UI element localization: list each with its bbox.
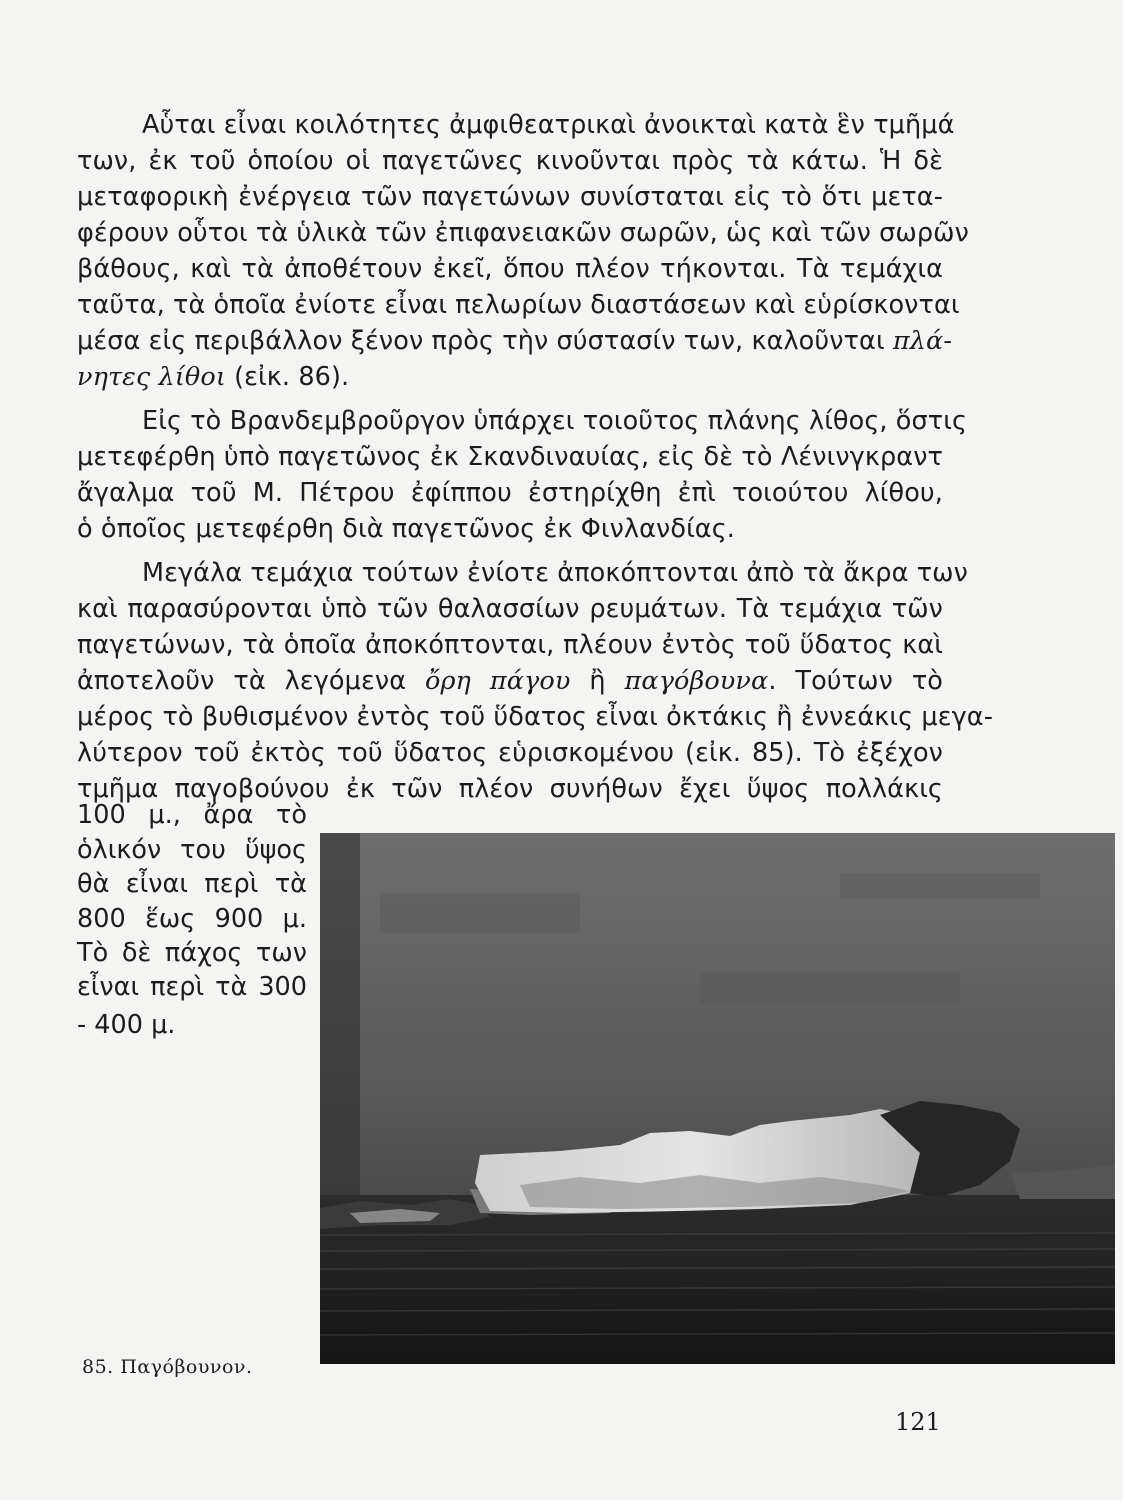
paragraph-3-line-6: λύτερον τοῦ ἐκτὸς τοῦ ὕδατος εὑρισκομένου (εἰκ. 85). Τὸ ἐξέχον xyxy=(77,738,943,768)
paragraph-2-line-3: ἄγαλμα τοῦ Μ. Πέτρου ἐφίππου ἐστηρίχθη ἐπὶ τοιούτου λίθου, xyxy=(77,478,943,508)
iceberg-photo-image xyxy=(320,833,1115,1364)
side-text-line-7: - 400 μ. xyxy=(77,1010,176,1040)
side-text-line-5: Τὸ δὲ πάχος των xyxy=(77,938,307,968)
paragraph-3-line-2: καὶ παρασύρονται ὑπὸ τῶν θαλασσίων ρευμάτων. Τὰ τεμάχια τῶν xyxy=(77,594,943,624)
page-number: 121 xyxy=(895,1408,941,1436)
line-4-text-c: . Τούτων τὸ xyxy=(768,666,943,696)
paragraph-1-line-2: των, ἐκ τοῦ ὁποίου οἱ παγετῶνες κινοῦνται πρὸς τὰ κάτω. Ἡ δὲ xyxy=(77,146,943,176)
paragraph-1-line-7 xyxy=(77,323,953,359)
line-4-text-a: ἀποτελοῦν τὰ λεγόμενα xyxy=(77,666,426,696)
term-pagovouna: παγόβουνα xyxy=(624,666,769,696)
term-planetes-part1: πλά- xyxy=(892,326,953,356)
paragraph-1-line-3: μεταφορικὴ ἐνέργεια τῶν παγετώνων συνίσταται εἰς τὸ ὅτι μετα- xyxy=(77,182,943,212)
term-ori-pagou: ὄρη πάγου xyxy=(425,666,571,696)
term-planetes-lithoi: νητες λίθοι xyxy=(77,362,226,392)
paragraph-3-line-3: παγετώνων, τὰ ὁποῖα ἀποκόπτονται, πλέουν ἐντὸς τοῦ ὕδατος καὶ xyxy=(77,630,943,660)
paragraph-1-line-8 xyxy=(77,359,943,395)
paragraph-3-line-5: μέρος τὸ βυθισμένον ἐντὸς τοῦ ὕδατος εἶναι ὀκτάκις ἢ ἐννεάκις μεγα- xyxy=(77,702,993,732)
side-text-line-4: 800 ἕως 900 μ. xyxy=(77,904,307,934)
figure-caption: 85. Παγόβουνον. xyxy=(82,1356,253,1378)
side-text-line-3: θὰ εἶναι περὶ τὰ xyxy=(77,869,307,899)
paragraph-1-line-4: φέρουν οὗτοι τὰ ὑλικὰ τῶν ἐπιφανειακῶν σωρῶν, ὡς καὶ τῶν σωρῶν xyxy=(77,218,969,248)
side-text-line-2: ὁλικόν του ὕψος xyxy=(77,835,307,865)
side-text-line-1: 100 μ., ἄρα τὸ xyxy=(77,800,307,830)
paragraph-1-line-5: βάθους, καὶ τὰ ἀποθέτουν ἐκεῖ, ὅπου πλέον τήκονται. Τὰ τεμάχια xyxy=(77,254,943,284)
paragraph-2-line-2: μετεφέρθη ὑπὸ παγετῶνος ἐκ Σκανδιναυίας, εἰς δὲ τὸ Λένινγκραντ xyxy=(77,442,943,472)
figure-86-reference: (εἰκ. 86). xyxy=(225,362,350,392)
paragraph-3-line-1: Μεγάλα τεμάχια τούτων ἐνίοτε ἀποκόπτονται ἀπὸ τὰ ἄκρα των xyxy=(142,558,968,588)
paragraph-1-line-6: ταῦτα, τὰ ὁποῖα ἐνίοτε εἶναι πελωρίων διαστάσεων καὶ εὑρίσκονται xyxy=(77,290,960,320)
side-text-line-6: εἶναι περὶ τὰ 300 xyxy=(77,972,307,1002)
paragraph-3-line-7: τμῆμα παγοβούνου ἐκ τῶν πλέον συνήθων ἔχει ὕψος πολλάκις xyxy=(77,774,943,804)
paragraph-1-line-1: Αὗται εἶναι κοιλότητες ἀμφιθεατρικαὶ ἀνοικταὶ κατὰ ἓν τμῆμά xyxy=(142,110,955,140)
paragraph-2-line-4: ὁ ὁποῖος μετεφέρθη διὰ παγετῶνος ἐκ Φινλανδίας. xyxy=(77,514,735,544)
paragraph-2-line-1: Εἰς τὸ Βρανδεμβροῦργον ὑπάρχει τοιοῦτος πλάνης λίθος, ὅστις xyxy=(142,406,968,436)
line-7-text: μέσα εἰς περιβάλλον ξένον πρὸς τὴν σύστασίν των, καλοῦνται xyxy=(77,326,885,356)
line-4-text-b: ἢ xyxy=(570,666,625,696)
iceberg-photo xyxy=(320,833,1115,1364)
paragraph-3-line-4 xyxy=(77,663,943,699)
